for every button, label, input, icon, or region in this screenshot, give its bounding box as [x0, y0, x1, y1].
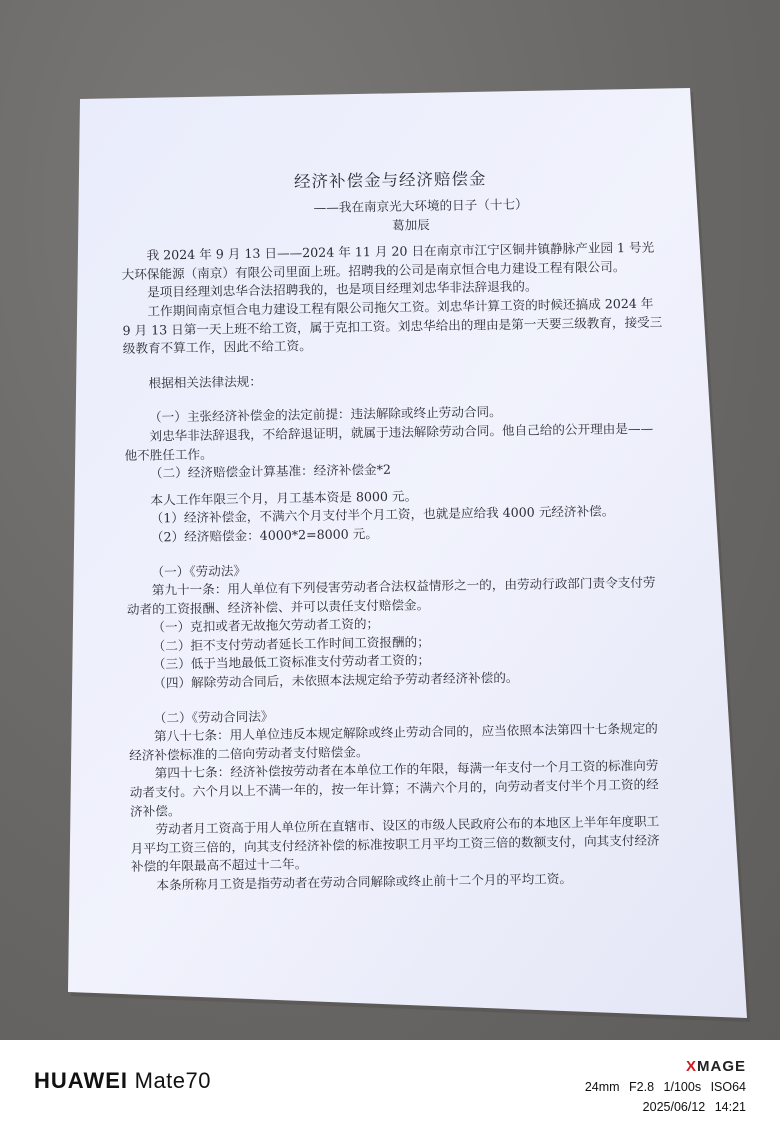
xmage-text: XMAGE: [685, 1058, 746, 1075]
contract-law-paragraph: 劳动者月工资高于用人单位所在直辖市、设区的市级人民政府公布的本地区上半年年度职工月平均工资三倍的，向其支付经济补偿的标准按职工月平均工资三倍的数额支付，向其支付经济补偿的年限最高不超过十二年。: [130, 813, 660, 875]
model-name: Mate70: [134, 1068, 212, 1093]
camera-brand: [34, 1068, 211, 1094]
focal-length: 24mm: [584, 1080, 620, 1094]
document-author: 葛加辰: [391, 216, 430, 233]
aperture: F2.8: [629, 1080, 655, 1094]
intro-paragraph: 是项目经理刘忠华合法招聘我的，也是项目经理刘忠华非法辞退我的。: [147, 278, 538, 300]
document-title: 经济补偿金与经济赔偿金: [293, 169, 487, 192]
contract-law-paragraph: 本条所称月工资是指劳动者在劳动合同解除或终止前十二个月的平均工资。: [156, 870, 573, 893]
intro-paragraph: 我 2024 年 9 月 13 日——2024 年 11 月 20 日在南京市江宁区铜井镇静脉产业园 1 号光大环保能源（南京）有限公司里面上班。招聘我的公司是南京恒合电力建设工程有限公司。: [121, 239, 655, 282]
iso: ISO64: [710, 1080, 746, 1094]
labor-law-article: 第九十一条：用人单位有下列侵害劳动者合法权益情形之一的，由劳动行政部门责令支付劳动者的工资报酬、经济补偿、并可以责任支付赔偿金。: [126, 574, 656, 617]
contract-law-paragraph: 第八十七条：用人单位违反本规定解除或终止劳动合同的，应当依照本法第四十七条规定的经济补偿标准的二倍向劳动者支付赔偿金。: [129, 720, 658, 763]
contract-law-heading: （二）《劳动合同法》: [153, 708, 274, 726]
labor-law-item: （一）克扣或者无故拖欠劳动者工资的；: [152, 616, 380, 635]
exposure-params: [585, 1080, 746, 1094]
intro-paragraph: 工作期间南京恒合电力建设工程有限公司拖欠工资。刘忠华计算工资的时候还搞成 2024 年 9 月 13 日第一天上班不给工资，属于克扣工资。刘忠华给出的理由是第一天要三级教育，接受三级教育不算工作，因此不给工资。: [122, 295, 663, 357]
labor-law-item: （二）拒不支付劳动者延长工作时间工资报酬的；: [152, 634, 430, 654]
capture-date: 2025/06/12: [642, 1100, 706, 1114]
contract-law-paragraph: 第四十七条：经济补偿按劳动者在本单位工作的年限，每满一年支付一个月工资的标准向劳动者支付。六个月以上不满一年的，按一年计算；不满六个月的，向劳动者支付半个月工资的经济补偿。: [129, 758, 659, 819]
capture-time: 14:21: [714, 1100, 746, 1114]
principle-line: （二）经济赔偿金计算基准：经济补偿金*2: [149, 461, 392, 481]
camera-watermark-bar: [0, 1040, 780, 1127]
shutter-speed: 1/100s: [663, 1080, 702, 1094]
labor-law-item: （三）低于当地最低工资标准支付劳动者工资的；: [152, 652, 431, 673]
labor-law-heading: （一）《劳动法》: [151, 562, 247, 580]
document-subtitle: ——我在南京光大环境的日子（十七）: [313, 196, 528, 215]
principle-line: 刘忠华非法辞退我，不给辞退证明，就属于违法解除劳动合同。他自己给的公开理由是——他不胜任工作。: [124, 420, 654, 463]
laws-heading: 根据相关法律法规：: [148, 373, 263, 391]
calc-line: （2）经济赔偿金：4000*2=8000 元。: [150, 525, 378, 545]
brand-name: HUAWEI: [34, 1068, 128, 1093]
capture-datetime: [643, 1100, 746, 1114]
xmage-logo: [686, 1058, 746, 1075]
principle-line: （一）主张经济补偿金的法定前提：违法解除或终止劳动合同。: [148, 404, 502, 425]
calc-line: 本人工作年限三个月，月工基本资是 8000 元。: [150, 488, 418, 508]
document-text: [120, 160, 671, 896]
calc-line: （1）经济补偿金，不满六个月支付半个月工资，也就是应给我 4000 元经济补偿。: [150, 503, 615, 526]
labor-law-item: （四）解除劳动合同后，未依照本法规定给予劳动者经济补偿的。: [153, 669, 519, 691]
